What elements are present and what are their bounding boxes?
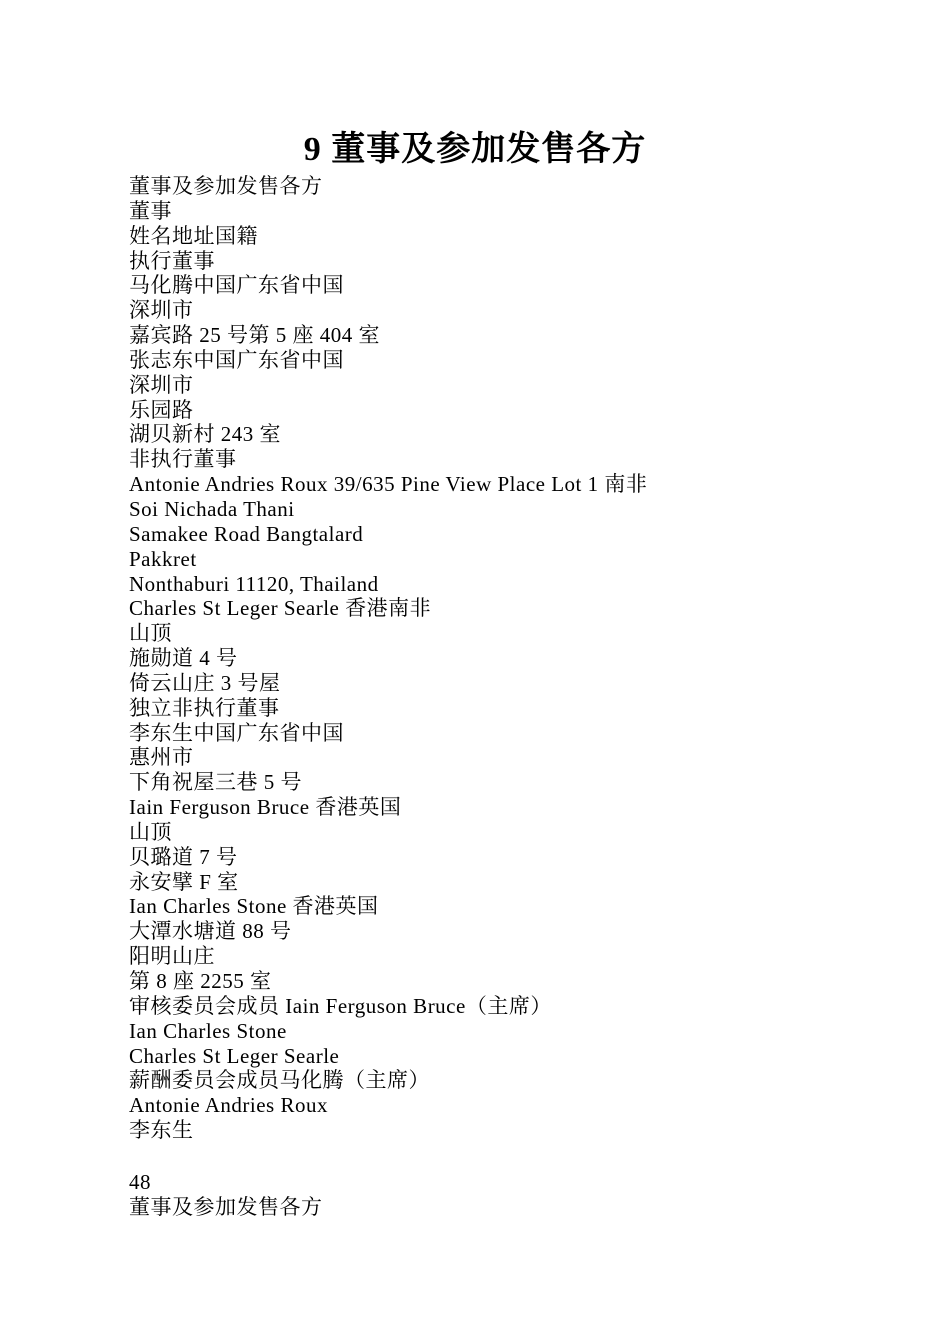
text-line: 施勋道 4 号 <box>129 646 238 671</box>
text-line: Iain Ferguson Bruce 香港英国 <box>129 795 402 820</box>
text-line: 马化腾中国广东省中国 <box>129 273 344 298</box>
text-line: Ian Charles Stone <box>129 1018 287 1043</box>
text-line: Samakee Road Bangtalard <box>129 521 364 546</box>
text-line: 阳明山庄 <box>129 944 215 969</box>
text-line: 姓名地址国籍 <box>129 223 258 248</box>
text-line: 董事 <box>129 198 172 223</box>
text-line: 惠州市 <box>129 745 194 770</box>
text-line: 李东生中国广东省中国 <box>129 720 344 745</box>
text-line: 下角祝屋三巷 5 号 <box>129 770 302 795</box>
text-line: Charles St Leger Searle <box>129 1043 340 1068</box>
text-line: 独立非执行董事 <box>129 695 280 720</box>
section-title: 9 董事及参加发售各方 <box>303 131 647 168</box>
body-text <box>129 174 849 1143</box>
text-line: 乐园路 <box>129 397 194 422</box>
text-line: 山顶 <box>129 819 172 844</box>
text-line: 深圳市 <box>129 298 194 323</box>
text-line: 嘉宾路 25 号第 5 座 404 室 <box>129 323 380 348</box>
text-line: 倚云山庄 3 号屋 <box>129 670 281 695</box>
text-line: Nonthaburi 11120, Thailand <box>129 571 379 596</box>
text-line: 董事及参加发售各方 <box>129 174 323 198</box>
text-line: 深圳市 <box>129 372 194 397</box>
text-line: 李东生 <box>129 1118 194 1143</box>
text-line: 非执行董事 <box>129 447 237 472</box>
text-line: Ian Charles Stone 香港英国 <box>129 894 379 919</box>
text-line: Soi Nichada Thani <box>129 496 295 521</box>
text-line: 薪酬委员会成员马化腾（主席） <box>129 1068 430 1093</box>
text-line: 审核委员会成员 Iain Ferguson Bruce（主席） <box>129 993 552 1018</box>
text-line: Antonie Andries Roux <box>129 1093 328 1118</box>
text-line: 大潭水塘道 88 号 <box>129 919 292 944</box>
page-number: 48 <box>129 1170 151 1194</box>
page-footer <box>129 1170 849 1220</box>
text-line: Antonie Andries Roux 39/635 Pine View Place Lot 1 南非 <box>129 472 648 497</box>
text-line: Charles St Leger Searle 香港南非 <box>129 596 432 621</box>
text-line: 张志东中国广东省中国 <box>129 347 344 372</box>
text-line: 山顶 <box>129 621 172 646</box>
text-line: 第 8 座 2255 室 <box>129 969 272 993</box>
text-line: 湖贝新村 243 室 <box>129 422 281 447</box>
text-line: 贝璐道 7 号 <box>129 844 238 869</box>
running-header: 董事及参加发售各方 <box>129 1194 323 1219</box>
text-line: Pakkret <box>129 546 197 571</box>
text-line: 执行董事 <box>129 248 215 273</box>
text-line: 永安擘 F 室 <box>129 869 239 894</box>
